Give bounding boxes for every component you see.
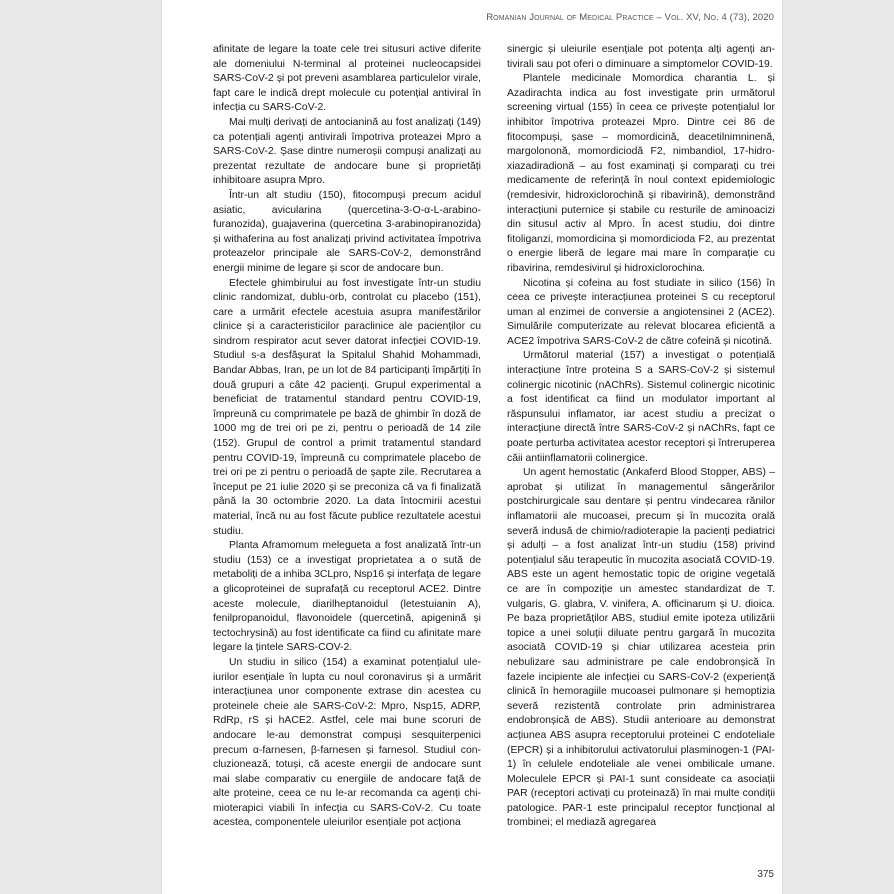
page-number: 375 [757,869,774,880]
paragraph: Într-un alt studiu (150), fitocompuși precum acidul asiatic, avicularina (quercetina-3-O-α-L-arabinofuranozida), guajaverina (quercetina 3-arabinopiranozida) și withaferina au fost analizați privind activitatea împotriva proteazelor principale ale SARS-CoV-2, demonstrând energii minime de legare și scor de andocare bun. [213,189,481,274]
journal-page [162,0,782,894]
paragraph: Un agent hemostatic (Ankaferd Blood Stopper, ABS) – aprobat și utilizat în managementul sângerărilor postchirurgicale sau dentare și pentru vindecarea rănilor inflamatorii ale mucoasei, precum și în mucozita orală severă indusă de chimio/radioterapie la pacienți pediatrici și adulți – a fost analizat într-un studiu (158) privind potențialul său terapeutic în mucozita asociată COVID-19. ABS este un agent hemostatic topic de origine vegetală ce are în compoziție un amestec standardizat de T. vulgaris, G. glabra, V. vinifera, A. officinarum și U. dioica. Pe baza proprietăților ABS, studiul emite ipoteza utilizării topice a unei soluții diluate pentru gargară în mucozita asociată COVID-19 și chiar utilizarea acesteia prin nebulizare sau administrare pe cale endobronșică în fazele incipiente ale infecției cu SARS-CoV-2 (experiență clinică în hemoragiile mucoasei pulmonare și hemoptizia severă rezistentă controlate prin administrarea endobronșică de ABS). Studii anterioare au demonstrat acțiunea ABS asupra receptorului proteinei C endoteliale (EPCR) și a inhibitorului activatorului plasminogen-1 (PAI-1) în celulele endoteliale ale venei ombilicale umane. Moleculele EPCR și PAI-1 sunt consideate ca asociații PAR (receptori activați cu proteinază) în mai multe condiții patologice. PAR-1 este principalul receptor funcțional al trombinei; el mediază agregarea [507,467,775,829]
paragraph: Efectele ghimbirului au fost investigate într-un studiu clinic randomizat, dublu-orb, controlat cu placebo (151), care a urmărit efectele acestuia asupra manifestărilor clinice și a caracteristicilor paraclinice ale pacienților cu sindrom respirator acut sever datorat infecției COVID-19. Studiul s-a desfășurat la Spitalul Shahid Mohammadi, Bandar Abbas, Iran, pe un lot de 84 participanți împărțiți în două grupuri a câte 42 pacienți. Grupul experimental a beneficiat de tratamentul standard pentru COVID-19, împreună cu comprimatele pe bază de ghimbir în doză de 1000 mg de trei ori pe zi, pentru o perioadă de 14 zile (152). Grupul de control a primit tratamentul standard pentru COVID-19, împreună cu comprimatele placebo de trei ori pe zi pentru o perioadă de șapte zile. Recrutarea a început pe 21 iulie 2020 și se preconiza că va fi finalizată până la 30 octombrie 2020. La data întocmirii acestui material, încă nu au fost făcute publice rezultatele acestui studiu. [213,277,482,537]
paragraph: Plantele medicinale Momordica charantia L. și Azadirachta indica au fost investigate prin următorul screening virtual (155) în ceea ce privește potențialul lor inhibitor împotriva proteazei Mpro. Dintre cei 86 de fitocompuși, șase – momordicină, deacetilnimninenă, margolononă, momordiciodă F2, nimbandiol, 17-hidroxiazadiradionă – au fost examinați și comparați cu trei medicamente de referință în noul context epidemiologic (remdesivir, hidroxiclorochină și ribavirină), demonstrând interacțiuni puternice și stabile cu resturile de aminoacizi din situsul activ al Mpro. În acest studiu, doi dintre fitoliganzi, momordicina și momordicioda F2, au prezentat o energie liberă de legare mai mare în comparație cu ribavirina, remdesivirul și hidroxiclorochina. [507,73,775,274]
paragraph: afinitate de legare la toate cele trei situsuri active diferite ale domeniului N-terminal al proteinei nucleocapsidei SARS-CoV-2 și pot preveni asamblarea particulelor virale, fapt care le indică drept molecule cu potențial antiviral în infecția cu SARS-CoV-2. [213,44,481,114]
paragraph: sinergic și uleiurile esențiale pot potența alți agenți antivirali sau pot oferi o diminuare a simptomelor COVID-19. [507,44,775,70]
paragraph: Planta Aframomum melegueta a fost analizată într-un studiu (153) ce a investigat proprietatea a o sută de metaboliți de a inhiba 3CLpro, Nsp16 și interfața de legare a glicoproteinei de suprafață cu receptorul ACE2. Dintre aceste molecule, diarilheptanoidul (letestuianin A), fenilpropanoidul, flavonoidele (quercetină, apigenină și tectochrysină) au fost identificate ca fiind cu afinitate mare legare la țintele SARS-COV-2. [213,540,482,654]
paragraph: Un studiu in silico (154) a examinat potențialul uleiurilor esențiale în lupta cu noul coronavirus și a urmărit interacțiunea unor componente extrase din acestea cu proteinele cheie ale SARS-CoV-2: Mpro, Nsp15, ADRP, RdRp, rS și hACE2. Astfel, cele mai bune scoruri de andocare le-au demonstrat compuși sesquiterpenici precum α-farnesen, β-farnesen și farnesol. Studiul concluzionează, totuși, că aceste energii de andocare sunt mai slabe comparativ cu energiile de andocare față de alte proteine, ceea ce nu le-ar recomanda ca agenți chimioterapici viabili în infecția cu SARS-CoV-2. Cu toate acestea, componentele uleiurilor esențiale pot acționa [213,656,481,829]
right-column [507,43,775,831]
running-header: Romanian Journal of Medical Practice – Vol. XV, No. 4 (73), 2020 [486,12,774,23]
paragraph: Nicotina și cofeina au fost studiate in silico (156) în ceea ce privește interacțiunea proteinei S cu receptorul uman al enzimei de conversie a angiotensinei 2 (ACE2). Simulările computerizate au relevat blocarea eficientă a ACE2 împotriva SARS-CoV-2 de către cofeină și nicotină. [507,277,775,347]
left-column [213,43,481,831]
paragraph: Următorul material (157) a investigat o potențială interacțiune între proteina S a SARS-CoV-2 și sistemul colinergic nicotinic (nAChRs). Sistemul colinergic nicotinic a fost identificat ca fiind un modulator important al răspunsului inflamator, iar acest studiu a precizat o interacțiune directă între SARS-CoV-2 și nAChRs, fapt ce poate perturba activitatea acestor receptori și întreruperea căii antiinflamatorii colinergice. [507,350,775,464]
paragraph: Mai mulți derivați de antocianină au fost analizați (149) ca potențiali agenți antivirali împotriva proteazei Mpro a SARS-CoV-2. Șase dintre numeroșii compuși analizați au prezentat rezultate de andocare bune și proprietăți inhibitoare asupra Mpro. [213,116,481,187]
